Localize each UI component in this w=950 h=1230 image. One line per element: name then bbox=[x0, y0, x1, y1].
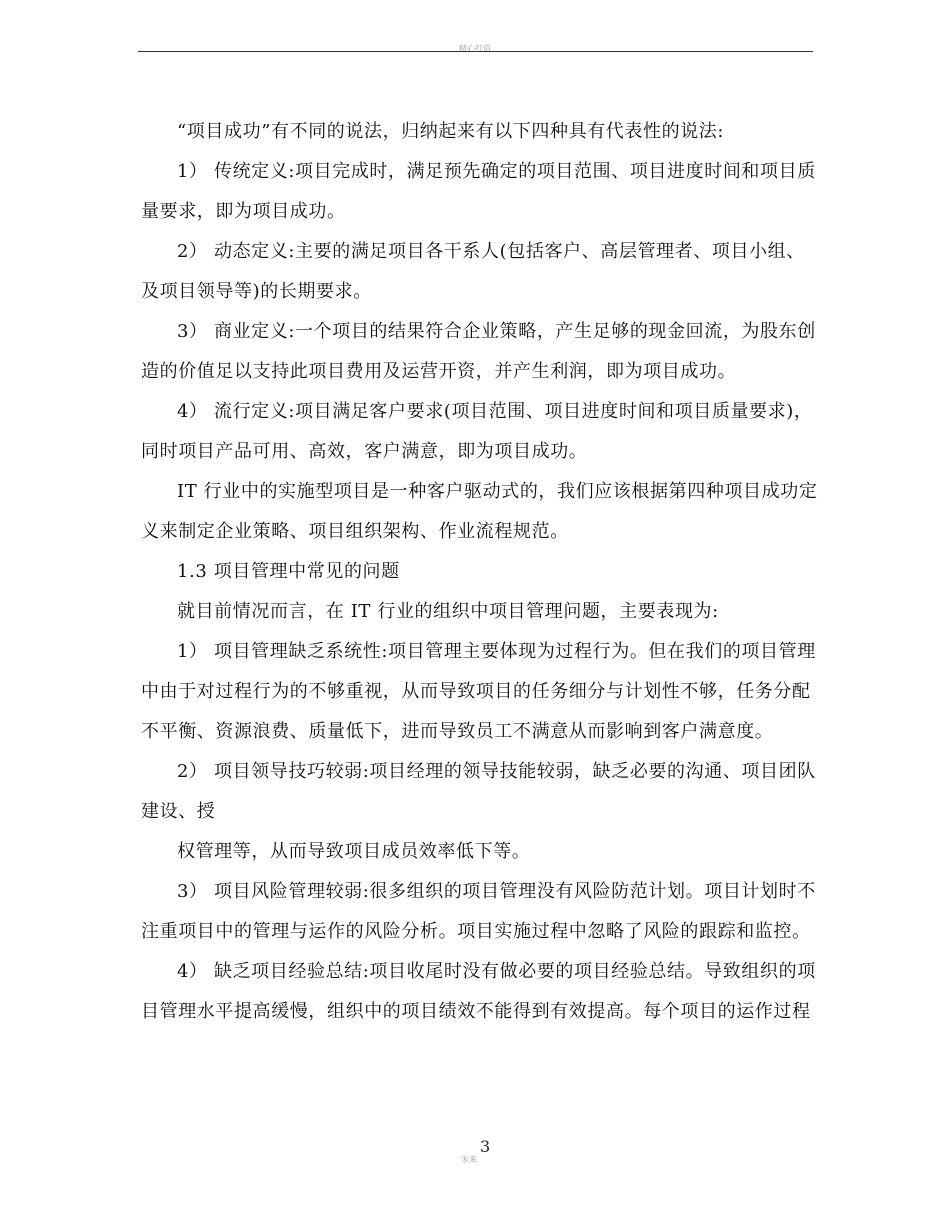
text-line: 量要求，即为项目成功。 bbox=[141, 201, 346, 222]
text-line: 及项目领导等)的长期要求。 bbox=[141, 281, 372, 302]
text-line: 3） 项目风险管理较弱:很多组织的项目管理没有风险防范计划。项目计划时不 bbox=[177, 881, 816, 902]
text-line: IT 行业中的实施型项目是一种客户驱动式的，我们应该根据第四种项目成功定 bbox=[177, 481, 818, 502]
text-line: 建设、授 bbox=[141, 801, 216, 822]
text-line: 义来制定企业策略、项目组织架构、作业流程规范。 bbox=[141, 521, 569, 542]
text-line: 注重项目中的管理与运作的风险分析。项目实施过程中忽略了风险的跟踪和监控。 bbox=[141, 921, 811, 942]
footer-text: 未来 bbox=[461, 1155, 477, 1164]
text-line: 中由于对过程行为的不够重视，从而导致项目的任务细分与计划性不够，任务分配 bbox=[141, 681, 811, 702]
text-line: 造的价值足以支持此项目费用及运营开资，并产生利润，即为项目成功。 bbox=[141, 361, 737, 382]
header-rule bbox=[138, 51, 813, 52]
text-line: 3） 商业定义:一个项目的结果符合企业策略，产生足够的现金回流，为股东创 bbox=[177, 321, 816, 342]
text-line: 4） 流行定义:项目满足客户要求(项目范围、项目进度时间和项目质量要求)， bbox=[177, 401, 813, 422]
text-line: 4） 缺乏项目经验总结:项目收尾时没有做必要的项目经验总结。导致组织的项 bbox=[177, 961, 816, 982]
section-heading: 1.3 项目管理中常见的问题 bbox=[177, 561, 400, 582]
text-line: 权管理等，从而导致项目成员效率低下等。 bbox=[177, 841, 531, 862]
text-line: “项目成功”有不同的说法，归纳起来有以下四种具有代表性的说法: bbox=[177, 121, 725, 142]
text-line: 1） 传统定义:项目完成时，满足预先确定的项目范围、项目进度时间和项目质 bbox=[177, 161, 816, 182]
text-line: 1） 项目管理缺乏系统性:项目管理主要体现为过程行为。但在我们的项目管理 bbox=[177, 641, 816, 662]
page-number: 3 bbox=[480, 1137, 491, 1156]
text-line: 目管理水平提高缓慢，组织中的项目绩效不能得到有效提高。每个项目的运作过程 bbox=[141, 1001, 811, 1022]
text-line: 就目前情况而言，在 IT 行业的组织中项目管理问题，主要表现为: bbox=[177, 601, 719, 622]
text-line: 不平衡、资源浪费、质量低下，进而导致员工不满意从而影响到客户满意度。 bbox=[141, 721, 774, 742]
text-line: 同时项目产品可用、高效，客户满意，即为项目成功。 bbox=[141, 441, 588, 462]
text-line: 2） 项目领导技巧较弱:项目经理的领导技能较弱，缺乏必要的沟通、项目团队 bbox=[177, 761, 816, 782]
text-line: 2） 动态定义:主要的满足项目各干系人(包括客户、高层管理者、项目小组、 bbox=[177, 241, 805, 262]
header-watermark-text: 精心打造 bbox=[459, 44, 491, 53]
